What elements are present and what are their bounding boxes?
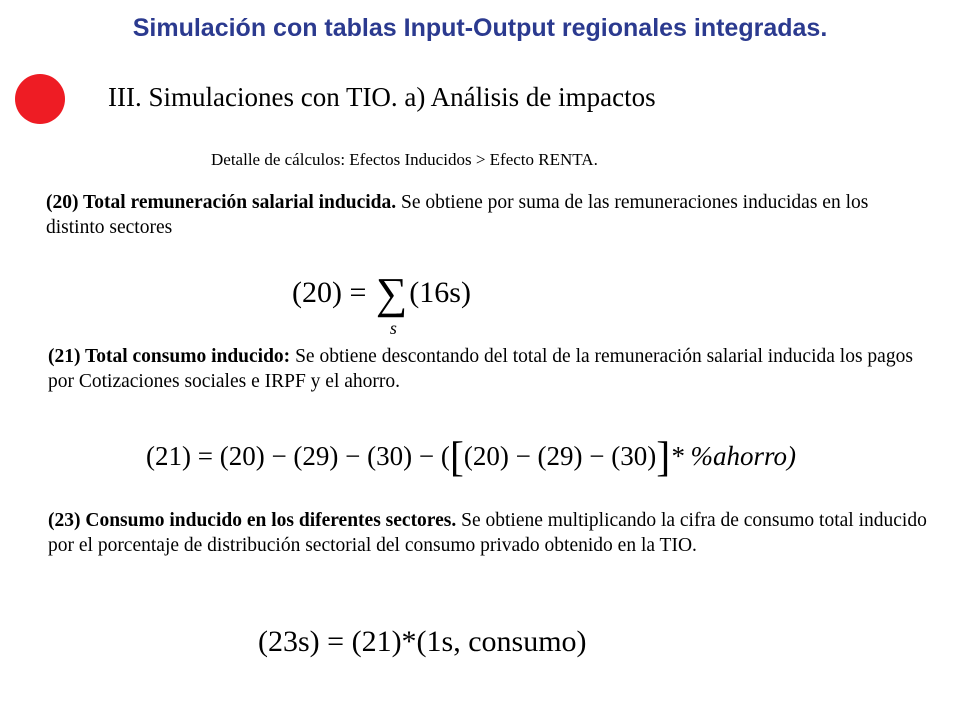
red-circle-bullet: [15, 74, 65, 124]
summation-subscript: s: [389, 318, 397, 338]
formula-21: [146, 434, 796, 482]
formula-21-right-bracket: ]: [656, 435, 671, 481]
item-23-body: Se obtiene multiplicando la cifra de consumo total inducido por el porcentaje de distribución sectorial del consumo privado obtenido en la TIO.: [48, 510, 927, 556]
formula-21-left-bracket: [: [449, 435, 464, 481]
formula-20-rhs: (16s): [409, 276, 471, 309]
formula-20-lhs: (20) =: [292, 276, 374, 309]
item-21-body: Se obtiene descontando del total de la remuneración salarial inducida los pagos por Cotizaciones sociales e IRPF y el ahorro.: [48, 346, 913, 392]
summation-sign: ∑: [375, 269, 408, 318]
item-21-text: [48, 344, 928, 394]
formula-20: [292, 268, 471, 338]
item-20-body: Se obtiene por suma de las remuneraciones inducidas en los distinto sectores: [46, 192, 869, 238]
formula-21-part-b: (20) − (29) − (30): [463, 441, 657, 471]
formula-23: (23s) = (21)*(1s, consumo): [258, 625, 587, 658]
detail-line: Detalle de cálculos: Efectos Inducidos > Efecto RENTA.: [211, 150, 598, 169]
summation-symbol: [375, 268, 408, 338]
section-heading: III. Simulaciones con TIO. a) Análisis de impactos: [108, 82, 656, 112]
formula-21-part-c: * %ahorro): [670, 441, 796, 471]
item-20-heading: (20) Total remuneración salarial inducida.: [46, 192, 397, 213]
formula-21-part-a: (21) = (20) − (29) − (30) − (: [146, 441, 450, 471]
slide-title: Simulación con tablas Input-Output regionales integradas.: [132, 14, 828, 42]
item-23-heading: (23) Consumo inducido en los diferentes sectores.: [48, 510, 457, 531]
item-20-text: [46, 190, 926, 240]
item-23-text: [48, 508, 928, 558]
item-21-heading: (21) Total consumo inducido:: [48, 346, 291, 367]
